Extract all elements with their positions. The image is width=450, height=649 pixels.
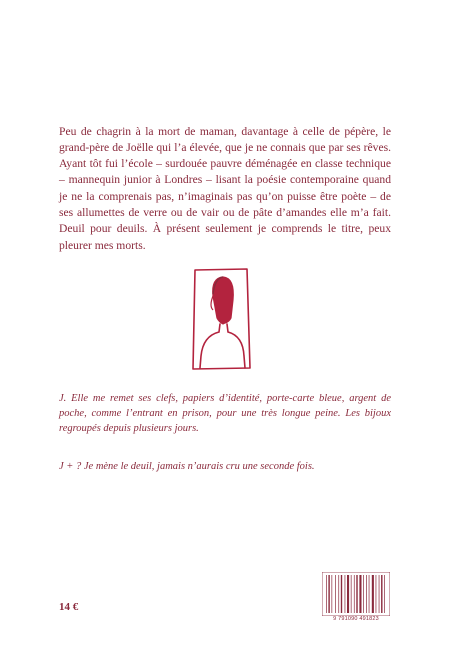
barcode-bar (381, 575, 382, 613)
barcode-bar (376, 575, 377, 613)
barcode-bar (345, 575, 346, 613)
barcode-bar (332, 575, 333, 613)
barcode-bar (347, 575, 349, 613)
barcode-bar (372, 575, 374, 613)
barcode-bar (366, 575, 367, 613)
framed-head-portrait-icon (189, 266, 255, 372)
barcode-bar (356, 575, 357, 613)
barcode-bar (354, 575, 355, 613)
main-paragraph: Peu de chagrin à la mort de maman, davantage à celle de pépère, le grand-père de Joëlle qui l’a élevée, que je ne connais que par ses rêves. Ayant tôt fui l’école – surdouée pauvre déménagée en classe technique – mannequin junior à Londres – lisant la poésie contemporaine quand je ne la comprenais pas, n’imaginais pas qu’on puisse être poète – de ses allumettes de verre ou de vair ou de pâte d’amandes elle m’a fait. Deuil pour deuils. À présent seulement je comprends le titre, peux pleurer mes morts. (59, 124, 391, 252)
barcode-bar (351, 575, 352, 613)
barcode-bar (326, 575, 327, 613)
barcode-bar (341, 575, 342, 613)
barcode-bar (379, 575, 380, 613)
isbn-number: 9 791090 491823 (333, 616, 379, 622)
price-label: 14 € (59, 601, 79, 613)
barcode-bar (363, 575, 364, 613)
barcode-bar (384, 575, 385, 613)
journal-quote-1: J. Elle me remet ses clefs, papiers d’identité, porte-carte bleue, argent de poche, comme l’entrant en prison, pour une très longue peine. Les bijoux regroupés depuis plusieurs jours. (59, 392, 391, 434)
barcode-icon (322, 572, 390, 616)
barcode-bar (328, 575, 329, 613)
barcode-bar (369, 575, 370, 613)
barcode-bar (335, 575, 336, 613)
barcode-bar (359, 575, 361, 613)
journal-quote-2: J + ? Je mène le deuil, jamais n’aurais cru une seconde fois. (59, 460, 315, 472)
barcode-bar (338, 575, 339, 613)
